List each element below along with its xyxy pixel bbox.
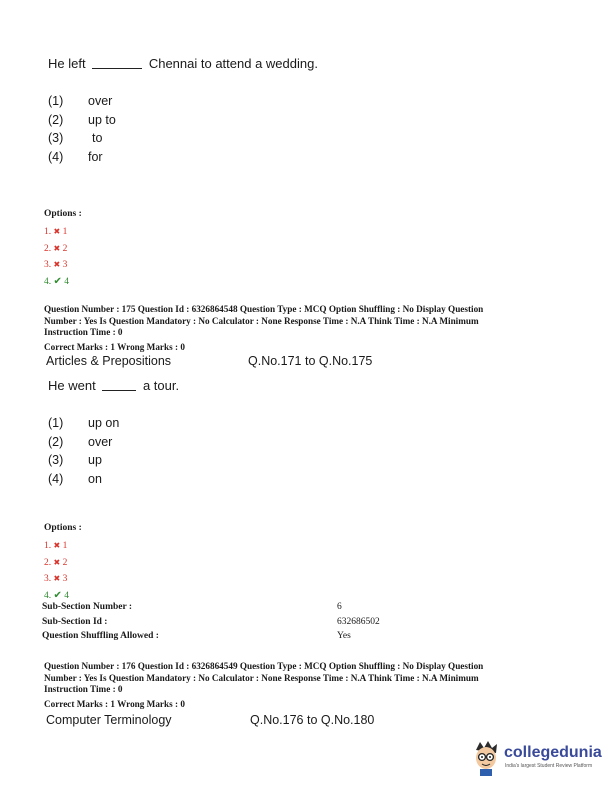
- question-marks: Correct Marks : 1 Wrong Marks : 0: [44, 342, 185, 352]
- question-after-blank: Chennai to attend a wedding.: [148, 56, 318, 71]
- mascot-icon: [470, 740, 502, 776]
- option-row: (2) up to: [48, 112, 116, 127]
- question-options-list: [48, 92, 116, 166]
- answer-row-wrong: 3. ✖ 3: [44, 574, 68, 584]
- logo-wordmark: collegedunia: [504, 744, 602, 761]
- question-text: [48, 56, 318, 71]
- question-after-blank: a tour.: [142, 378, 180, 393]
- question-options-list: [48, 414, 119, 488]
- option-row: (1) over: [48, 94, 113, 108]
- answer-row-wrong: 2. ✖ 2: [44, 557, 68, 568]
- question-marks: Correct Marks : 1 Wrong Marks : 0: [44, 699, 185, 709]
- option-row: (2) over: [48, 434, 113, 449]
- subsection-number-label: Sub-Section Number :: [42, 602, 133, 612]
- option-row: (4) on: [48, 471, 102, 486]
- subsection-number-value: 6: [337, 602, 342, 612]
- option-row: (3) to: [48, 131, 103, 145]
- question-meta: Question Number : 176 Question Id : 6326864549 Question Type : MCQ Option Shuffling : No Display Question Number : Yes Is Question Mandatory : No Calculator : None Response Time : N.A Think Time : N.A Minimum Instruction Time : 0: [44, 661, 484, 694]
- section-range: Q.No.176 to Q.No.180: [250, 713, 375, 727]
- options-label: Options :: [44, 523, 82, 533]
- answer-row-wrong: 1. ✖ 1: [44, 227, 68, 237]
- section-title: Articles & Prepositions: [46, 354, 172, 368]
- answer-key: [44, 538, 69, 604]
- blank-line: [92, 68, 142, 69]
- option-row: (3) up: [48, 453, 102, 467]
- answer-row-wrong: 2. ✖ 2: [44, 243, 68, 254]
- section-title: Computer Terminology: [46, 713, 172, 727]
- check-icon: ✔: [53, 589, 62, 601]
- blank-line: [102, 390, 136, 391]
- cross-icon: ✖: [53, 574, 61, 583]
- option-row: (4) for: [48, 149, 103, 164]
- question-meta: Question Number : 175 Question Id : 6326864548 Question Type : MCQ Option Shuffling : No Display Question Number : Yes Is Question Mandatory : No Calculator : None Response Time : N.A Think Time : N.A Minimum Instruction Time : 0: [44, 304, 484, 337]
- question-before-blank: He left: [48, 56, 86, 71]
- option-row: (1) up on: [48, 416, 120, 430]
- collegedunia-logo: [470, 738, 605, 778]
- cross-icon: ✖: [53, 243, 61, 253]
- shuffle-value: Yes: [337, 631, 351, 641]
- cross-icon: ✖: [53, 557, 61, 567]
- cross-icon: ✖: [53, 227, 61, 236]
- shuffle-label: Question Shuffling Allowed :: [42, 631, 159, 641]
- cross-icon: ✖: [53, 260, 61, 269]
- answer-row-wrong: 1. ✖ 1: [44, 541, 68, 551]
- answer-row-correct: 4. ✔ 4: [44, 589, 70, 601]
- answer-row-correct: 4. ✔ 4: [44, 275, 70, 287]
- answer-row-wrong: 3. ✖ 3: [44, 260, 68, 270]
- options-label: Options :: [44, 209, 82, 219]
- answer-key: [44, 224, 69, 290]
- question-text: [48, 378, 179, 393]
- question-before-blank: He went: [48, 378, 96, 393]
- check-icon: ✔: [53, 275, 62, 287]
- subsection-id-value: 632686502: [337, 617, 380, 627]
- subsection-id-label: Sub-Section Id :: [42, 617, 108, 627]
- cross-icon: ✖: [53, 541, 61, 550]
- section-range: Q.No.171 to Q.No.175: [248, 354, 373, 368]
- logo-tagline: India's largest Student Review Platform: [505, 763, 593, 769]
